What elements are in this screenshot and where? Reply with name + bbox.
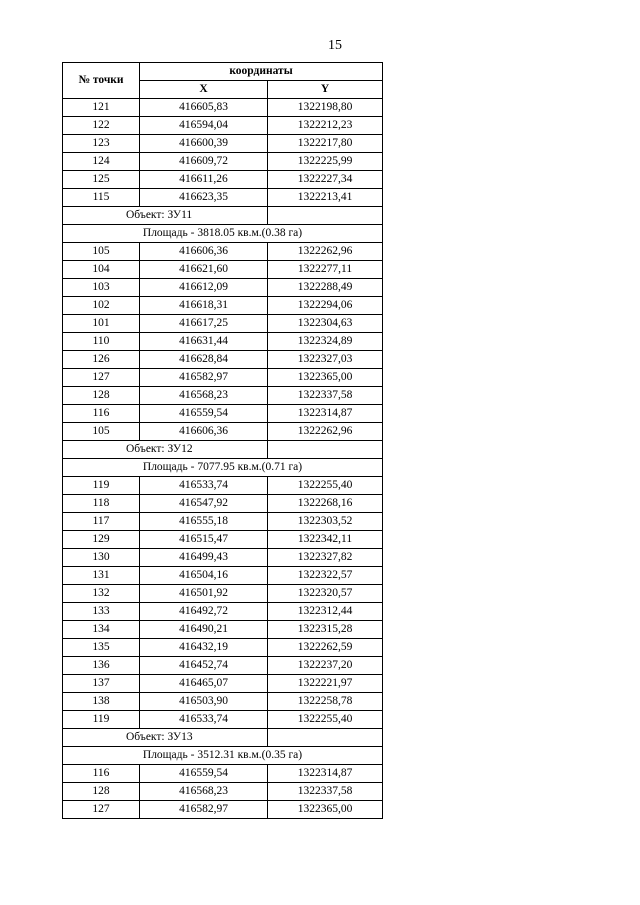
point-number-cell: 128: [63, 387, 140, 405]
x-coordinate-cell: 416609,72: [140, 153, 268, 171]
y-coordinate-cell: 1322225,99: [268, 153, 383, 171]
x-coordinate-cell: 416559,54: [140, 765, 268, 783]
header-point-number: № точки: [63, 63, 140, 99]
y-coordinate-cell: 1322255,40: [268, 711, 383, 729]
y-coordinate-cell: 1322213,41: [268, 189, 383, 207]
x-coordinate-cell: 416617,25: [140, 315, 268, 333]
table-row: [63, 99, 383, 117]
table-row: [63, 603, 383, 621]
object-row: [63, 729, 383, 747]
point-number-cell: 127: [63, 801, 140, 819]
table-row: [63, 405, 383, 423]
x-coordinate-cell: 416582,97: [140, 369, 268, 387]
point-number-cell: 131: [63, 567, 140, 585]
point-number-cell: 103: [63, 279, 140, 297]
table-row: [63, 117, 383, 135]
x-coordinate-cell: 416533,74: [140, 477, 268, 495]
point-number-cell: 129: [63, 531, 140, 549]
table-row: [63, 189, 383, 207]
area-label: Площадь - 3818.05 кв.м.(0.38 га): [63, 225, 383, 243]
x-coordinate-cell: 416611,26: [140, 171, 268, 189]
y-coordinate-cell: 1322324,89: [268, 333, 383, 351]
area-row: [63, 225, 383, 243]
area-label: Площадь - 3512.31 кв.м.(0.35 га): [63, 747, 383, 765]
y-coordinate-cell: 1322303,52: [268, 513, 383, 531]
x-coordinate-cell: 416547,92: [140, 495, 268, 513]
area-label: Площадь - 7077.95 кв.м.(0.71 га): [63, 459, 383, 477]
area-row: [63, 459, 383, 477]
point-number-cell: 101: [63, 315, 140, 333]
x-coordinate-cell: 416533,74: [140, 711, 268, 729]
y-coordinate-cell: 1322314,87: [268, 765, 383, 783]
point-number-cell: 105: [63, 243, 140, 261]
empty-cell: [268, 729, 383, 747]
y-coordinate-cell: 1322294,06: [268, 297, 383, 315]
x-coordinate-cell: 416555,18: [140, 513, 268, 531]
y-coordinate-cell: 1322315,28: [268, 621, 383, 639]
object-label: Объект: ЗУ13: [63, 729, 268, 747]
y-coordinate-cell: 1322288,49: [268, 279, 383, 297]
point-number-cell: 124: [63, 153, 140, 171]
table-body: [63, 99, 383, 819]
y-coordinate-cell: 1322320,57: [268, 585, 383, 603]
point-number-cell: 130: [63, 549, 140, 567]
x-coordinate-cell: 416582,97: [140, 801, 268, 819]
table-row: [63, 297, 383, 315]
table-row: [63, 333, 383, 351]
point-number-cell: 119: [63, 711, 140, 729]
x-coordinate-cell: 416568,23: [140, 387, 268, 405]
y-coordinate-cell: 1322262,59: [268, 639, 383, 657]
y-coordinate-cell: 1322221,97: [268, 675, 383, 693]
point-number-cell: 135: [63, 639, 140, 657]
x-coordinate-cell: 416594,04: [140, 117, 268, 135]
table-row: [63, 531, 383, 549]
table-row: [63, 171, 383, 189]
y-coordinate-cell: 1322365,00: [268, 369, 383, 387]
point-number-cell: 134: [63, 621, 140, 639]
x-coordinate-cell: 416600,39: [140, 135, 268, 153]
point-number-cell: 118: [63, 495, 140, 513]
y-coordinate-cell: 1322314,87: [268, 405, 383, 423]
x-coordinate-cell: 416621,60: [140, 261, 268, 279]
table-row: [63, 279, 383, 297]
table-row: [63, 513, 383, 531]
table-row: [63, 153, 383, 171]
x-coordinate-cell: 416501,92: [140, 585, 268, 603]
x-coordinate-cell: 416559,54: [140, 405, 268, 423]
x-coordinate-cell: 416465,07: [140, 675, 268, 693]
x-coordinate-cell: 416623,35: [140, 189, 268, 207]
table-row: [63, 783, 383, 801]
point-number-cell: 102: [63, 297, 140, 315]
table-row: [63, 477, 383, 495]
table-row: [63, 621, 383, 639]
y-coordinate-cell: 1322342,11: [268, 531, 383, 549]
x-coordinate-cell: 416504,16: [140, 567, 268, 585]
table-row: [63, 585, 383, 603]
point-number-cell: 137: [63, 675, 140, 693]
y-coordinate-cell: 1322337,58: [268, 387, 383, 405]
point-number-cell: 117: [63, 513, 140, 531]
point-number-cell: 122: [63, 117, 140, 135]
header-coordinates: координаты: [140, 63, 383, 81]
table-row: [63, 675, 383, 693]
y-coordinate-cell: 1322322,57: [268, 567, 383, 585]
object-label: Объект: ЗУ12: [63, 441, 268, 459]
point-number-cell: 128: [63, 783, 140, 801]
table-row: [63, 801, 383, 819]
table-row: [63, 765, 383, 783]
point-number-cell: 133: [63, 603, 140, 621]
y-coordinate-cell: 1322337,58: [268, 783, 383, 801]
point-number-cell: 127: [63, 369, 140, 387]
table-row: [63, 243, 383, 261]
point-number-cell: 104: [63, 261, 140, 279]
object-row: [63, 441, 383, 459]
x-coordinate-cell: 416606,36: [140, 243, 268, 261]
area-row: [63, 747, 383, 765]
x-coordinate-cell: 416612,09: [140, 279, 268, 297]
x-coordinate-cell: 416490,21: [140, 621, 268, 639]
table-row: [63, 693, 383, 711]
y-coordinate-cell: 1322277,11: [268, 261, 383, 279]
y-coordinate-cell: 1322227,34: [268, 171, 383, 189]
table-row: [63, 387, 383, 405]
point-number-cell: 125: [63, 171, 140, 189]
y-coordinate-cell: 1322255,40: [268, 477, 383, 495]
table-row: [63, 711, 383, 729]
y-coordinate-cell: 1322304,63: [268, 315, 383, 333]
header-y: Y: [268, 81, 383, 99]
empty-cell: [268, 207, 383, 225]
x-coordinate-cell: 416628,84: [140, 351, 268, 369]
x-coordinate-cell: 416568,23: [140, 783, 268, 801]
point-number-cell: 138: [63, 693, 140, 711]
y-coordinate-cell: 1322365,00: [268, 801, 383, 819]
table-row: [63, 261, 383, 279]
x-coordinate-cell: 416492,72: [140, 603, 268, 621]
y-coordinate-cell: 1322217,80: [268, 135, 383, 153]
x-coordinate-cell: 416432,19: [140, 639, 268, 657]
x-coordinate-cell: 416606,36: [140, 423, 268, 441]
point-number-cell: 119: [63, 477, 140, 495]
y-coordinate-cell: 1322262,96: [268, 423, 383, 441]
point-number-cell: 110: [63, 333, 140, 351]
y-coordinate-cell: 1322262,96: [268, 243, 383, 261]
x-coordinate-cell: 416605,83: [140, 99, 268, 117]
point-number-cell: 126: [63, 351, 140, 369]
x-coordinate-cell: 416515,47: [140, 531, 268, 549]
table-row: [63, 657, 383, 675]
y-coordinate-cell: 1322258,78: [268, 693, 383, 711]
empty-cell: [268, 441, 383, 459]
x-coordinate-cell: 416452,74: [140, 657, 268, 675]
table-row: [63, 567, 383, 585]
y-coordinate-cell: 1322237,20: [268, 657, 383, 675]
y-coordinate-cell: 1322312,44: [268, 603, 383, 621]
x-coordinate-cell: 416499,43: [140, 549, 268, 567]
table-row: [63, 351, 383, 369]
point-number-cell: 123: [63, 135, 140, 153]
table-row: [63, 423, 383, 441]
y-coordinate-cell: 1322327,03: [268, 351, 383, 369]
table-row: [63, 135, 383, 153]
table-row: [63, 549, 383, 567]
y-coordinate-cell: 1322198,80: [268, 99, 383, 117]
point-number-cell: 136: [63, 657, 140, 675]
object-row: [63, 207, 383, 225]
object-label: Объект: ЗУ11: [63, 207, 268, 225]
table-row: [63, 639, 383, 657]
x-coordinate-cell: 416631,44: [140, 333, 268, 351]
y-coordinate-cell: 1322212,23: [268, 117, 383, 135]
x-coordinate-cell: 416503,90: [140, 693, 268, 711]
x-coordinate-cell: 416618,31: [140, 297, 268, 315]
point-number-cell: 115: [63, 189, 140, 207]
point-number-cell: 116: [63, 405, 140, 423]
header-x: X: [140, 81, 268, 99]
point-number-cell: 132: [63, 585, 140, 603]
coordinates-table: [62, 62, 383, 819]
point-number-cell: 121: [63, 99, 140, 117]
table-row: [63, 369, 383, 387]
table-row: [63, 495, 383, 513]
point-number-cell: 105: [63, 423, 140, 441]
y-coordinate-cell: 1322268,16: [268, 495, 383, 513]
point-number-cell: 116: [63, 765, 140, 783]
table-row: [63, 315, 383, 333]
page-number: 15: [328, 38, 342, 53]
y-coordinate-cell: 1322327,82: [268, 549, 383, 567]
